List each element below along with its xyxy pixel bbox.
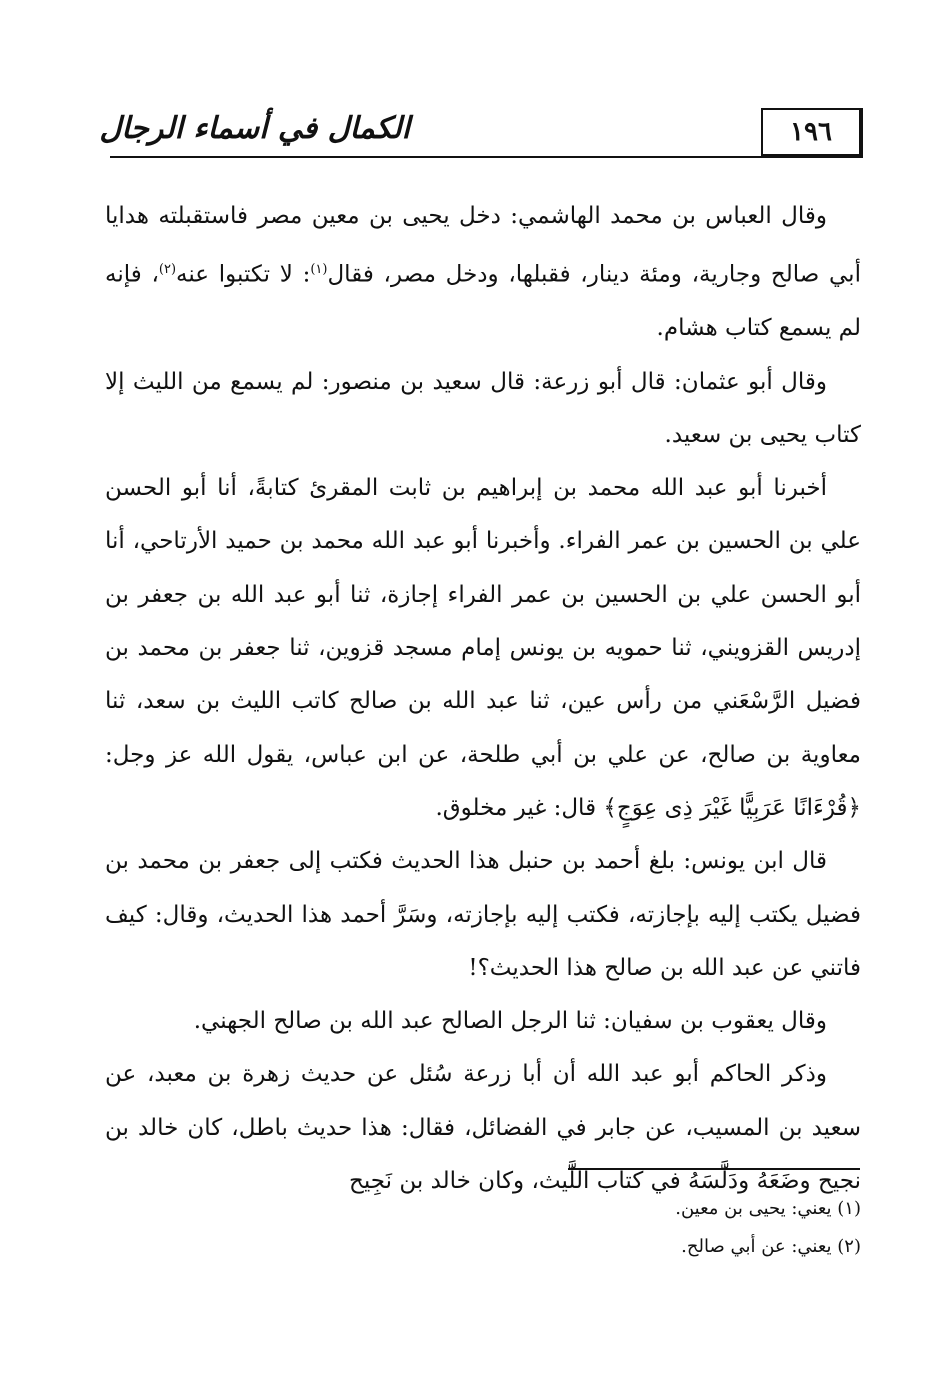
paragraph-text: وقال أبو عثمان: قال أبو زرعة: قال سعيد بن منصور: لم يسمع من الليث إلا كتاب يحيى بن سعيد.: [105, 368, 861, 448]
paragraph-text: وذكر الحاكم أبو عبد الله أن أبا زرعة سُئل عن حديث زهرة بن معبد، عن سعيد بن المسيب، عن جابر في الفضائل، فقال: هذا حديث باطل، كان خالد بن نجيح وضَعَهُ ودَلَّسَهُ في كتاب اللَّيث، وكان خالد بن نَجِيح: [105, 1061, 861, 1194]
paragraph: [105, 1048, 861, 1208]
paragraph: [105, 995, 861, 1048]
page-header: [99, 100, 863, 160]
paragraph: [105, 835, 861, 995]
paragraph-text: ، فإنه لم يسمع كتاب هشام.: [105, 261, 861, 342]
footnote-ref: (١): [310, 262, 328, 278]
paragraph: [105, 356, 861, 463]
main-text: [105, 190, 861, 1208]
paragraph-text: وقال يعقوب بن سفيان: ثنا الرجل الصالح عبد الله بن صالح الجهني.: [193, 1008, 827, 1035]
footnote: (٢) يعني: عن أبي صالح.: [681, 1236, 861, 1257]
paragraph-text: : لا تكتبوا عنه: [176, 261, 311, 288]
header-divider: [110, 156, 863, 158]
book-title: الكمال في أسماء الرجال: [99, 111, 410, 146]
page-number: ١٩٦: [761, 108, 863, 158]
paragraph: [105, 190, 861, 356]
paragraph: [105, 462, 861, 835]
paragraph-text: وقال العباس بن محمد الهاشمي: دخل يحيى بن معين مصر فاستقبلته هدايا أبي صالح وجارية، ومئة دينار، فقبلها، ودخل مصر، فقال: [105, 203, 861, 288]
paragraph-text: قال ابن يونس: بلغ أحمد بن حنبل هذا الحديث فكتب إلى جعفر بن محمد بن فضيل يكتب إليه بإجازته، فكتب إليه بإجازته، وسَرَّ أحمد هذا الحديث، وقال: كيف فاتني عن عبد الله بن صالح هذا الحديث؟!: [105, 848, 861, 981]
footnote-divider: [568, 1168, 860, 1170]
footnote: (١) يعني: يحيى بن معين.: [675, 1198, 861, 1219]
footnotes: [380, 1190, 861, 1266]
paragraph-text: أخبرنا أبو عبد الله محمد بن إبراهيم بن ثابت المقرئ كتابةً، أنا أبو الحسن علي بن الحسين بن عمر الفراء. وأخبرنا أبو عبد الله محمد بن حميد الأرتاحي، أنا أبو الحسن علي بن الحسين بن عمر الفراء إجازة، ثنا أبو عبد الله بن جعفر بن إدريس القزويني، ثنا حمويه بن يونس إمام مسجد قزوين، ثنا جعفر بن محمد بن فضيل الرَّسْعَني من رأس عين، ثنا عبد الله بن صالح كاتب الليث بن سعد، ثنا معاوية بن صالح، عن علي بن أبي طلحة، عن ابن عباس، يقول الله عز وجل: ﴿قُرْءَانًا عَرَبِيًّا غَيْرَ ذِى عِوَجٍ﴾ قال: غير مخلوق.: [105, 475, 861, 821]
footnote-ref: (٢): [158, 262, 177, 278]
